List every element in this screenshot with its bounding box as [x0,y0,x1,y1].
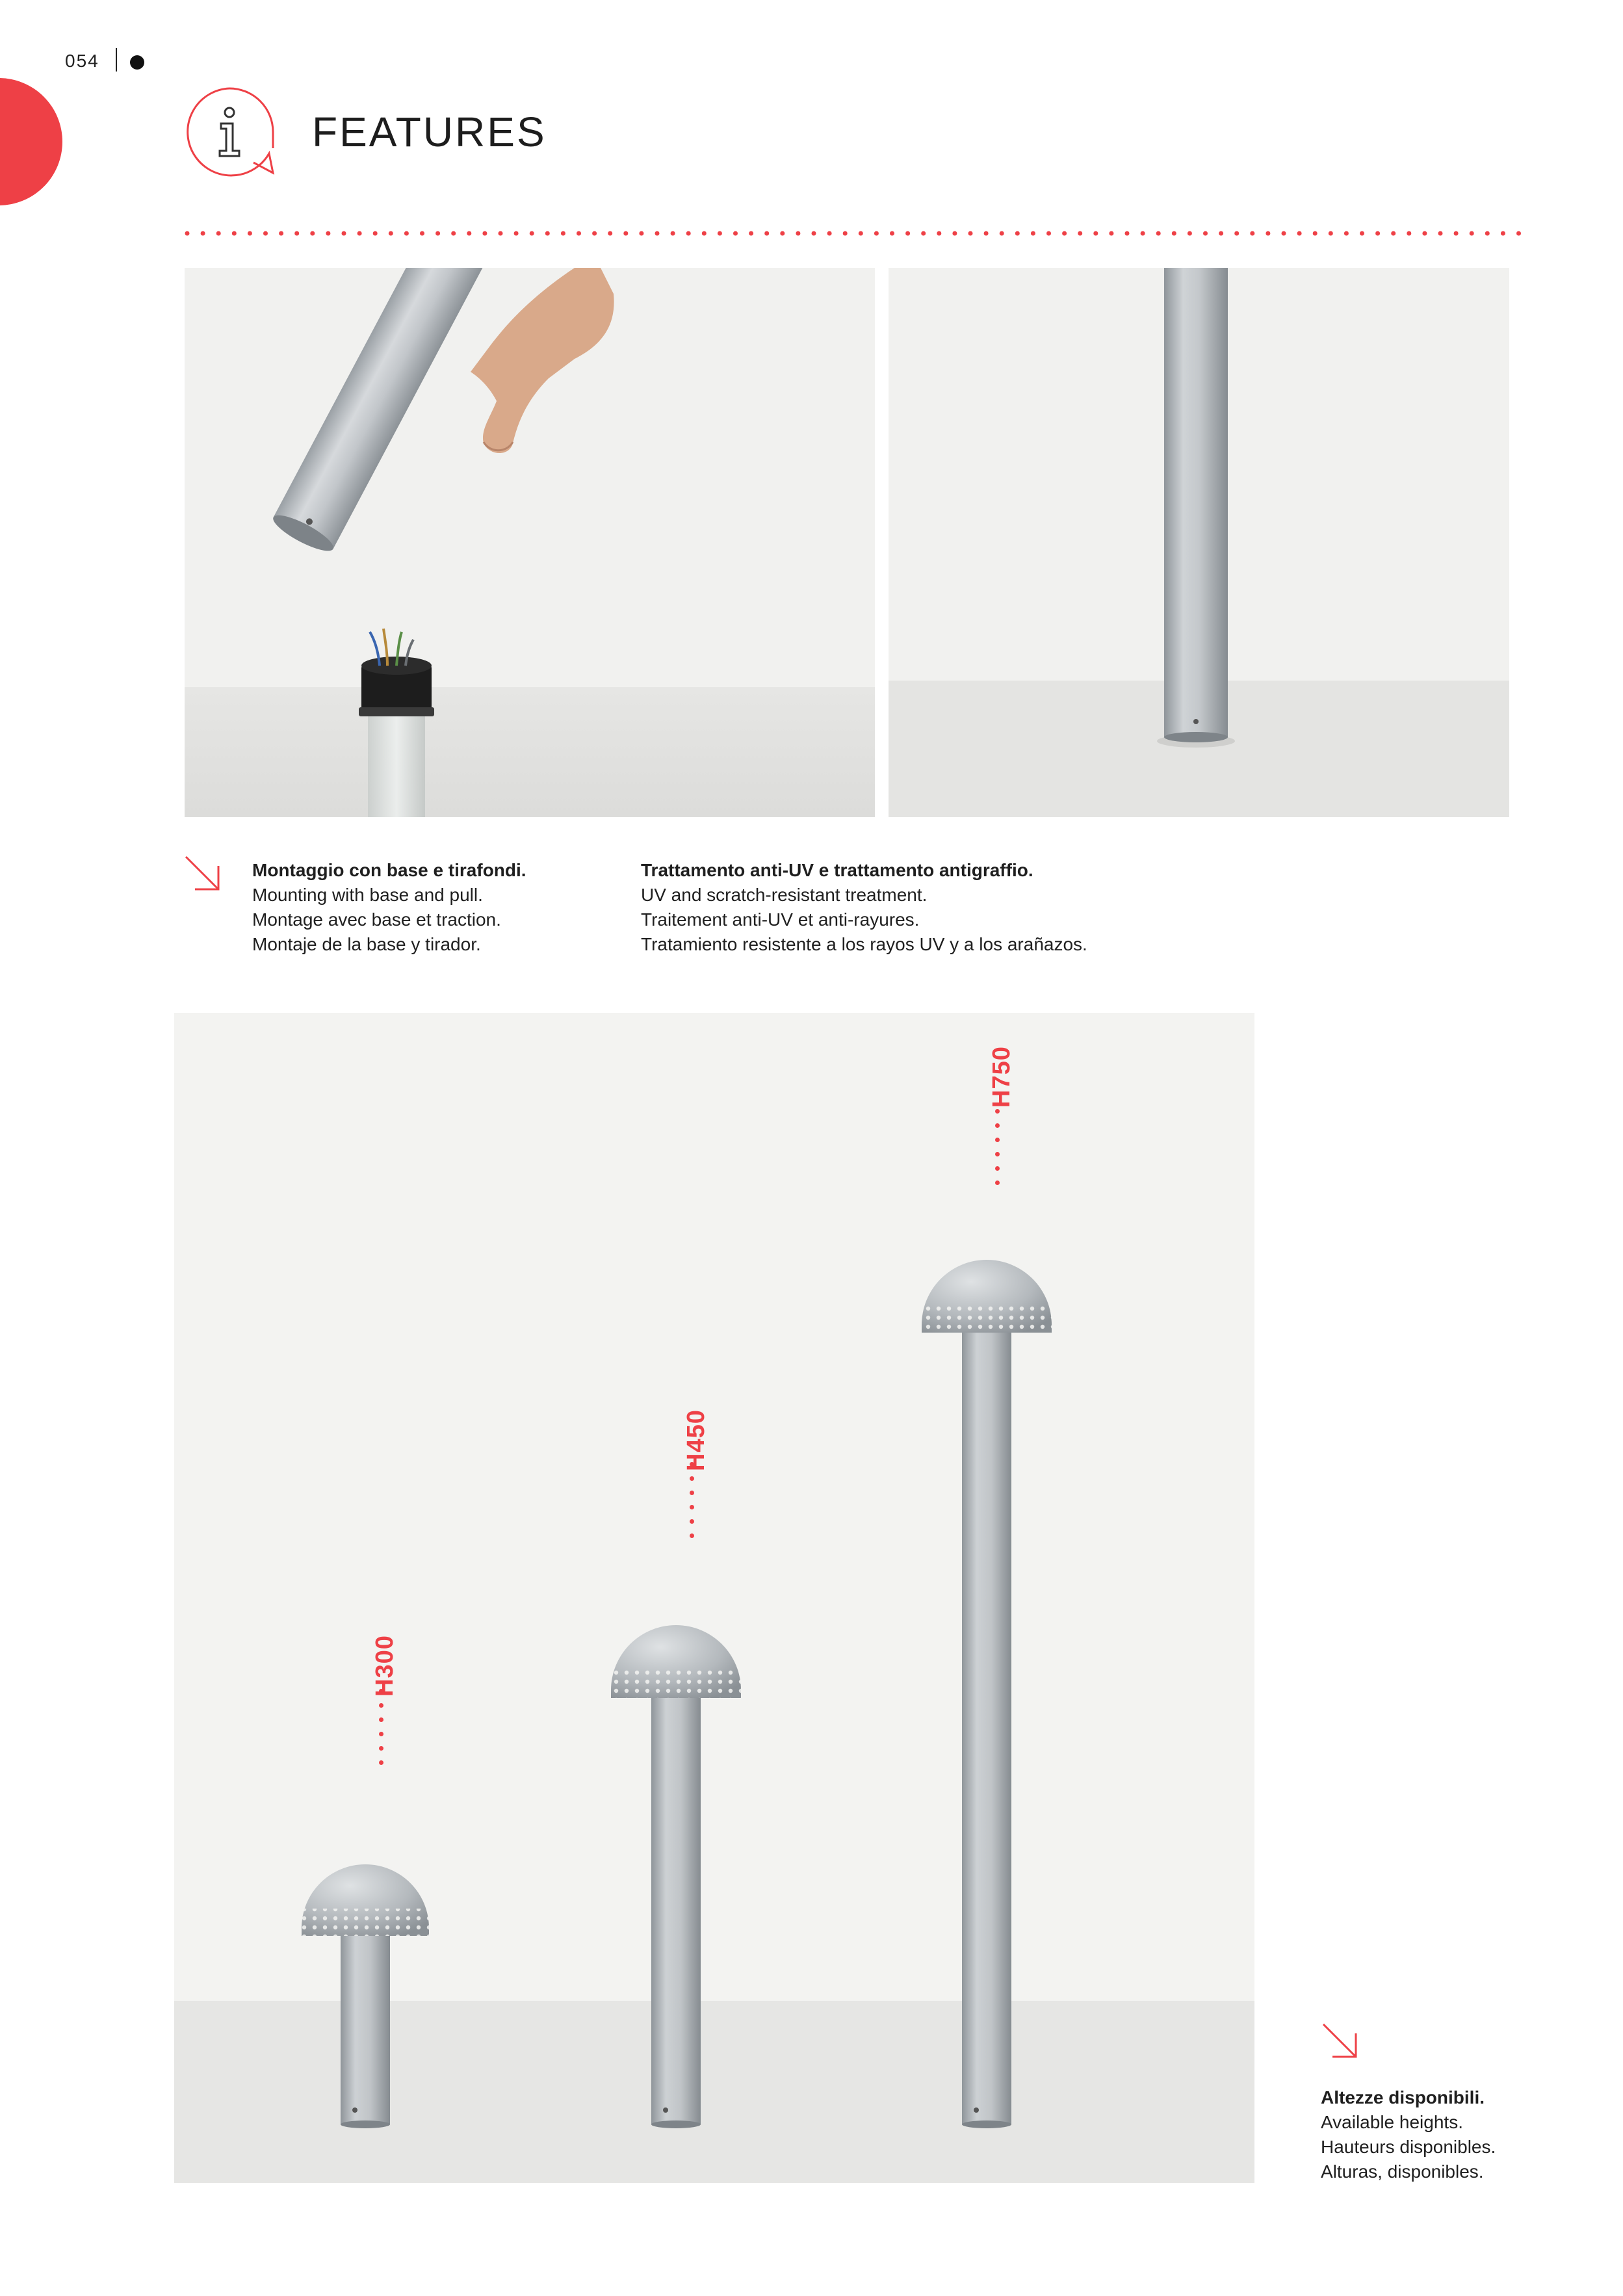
caption-spanish: Montaje de la base y tirador. [252,934,481,954]
height-dots-h750 [995,1109,1000,1185]
info-icon [181,83,278,181]
height-dots-h300 [379,1689,383,1765]
dotted-divider [185,229,1524,238]
height-dots-h450 [690,1462,694,1538]
arrow-down-right-icon [1319,2020,1361,2062]
caption-french: Traitement anti-UV et anti-rayures. [641,909,920,930]
caption-english: UV and scratch-resistant treatment. [641,885,928,905]
height-label-h300: H300 [371,1635,398,1697]
page-number: 054 [65,51,99,71]
height-label-h750: H750 [988,1046,1015,1108]
page-dot [130,55,144,70]
heights-caption [1321,2085,1496,2184]
arrow-down-right-icon [182,853,224,894]
caption-english: Mounting with base and pull. [252,885,483,905]
caption-english: Available heights. [1321,2112,1463,2132]
page-number-separator [116,48,117,72]
caption-french: Montage avec base et traction. [252,909,501,930]
caption-italian: Trattamento anti-UV e trattamento antigraffio. [641,860,1033,880]
red-tab-decoration [0,78,62,205]
caption-italian: Altezze disponibili. [1321,2087,1485,2107]
heights-photo [174,1013,1254,2183]
height-label-h450: H450 [682,1409,710,1471]
mounting-photo [185,268,875,817]
caption-french: Hauteurs disponibles. [1321,2137,1496,2157]
caption-spanish: Alturas, disponibles. [1321,2161,1484,2182]
caption-spanish: Tratamiento resistente a los rayos UV y a los arañazos. [641,934,1087,954]
caption-italian: Montaggio con base e tirafondi. [252,860,526,880]
page-title: FEATURES [312,109,547,155]
uv-treatment-photo [889,268,1509,817]
uv-caption [641,858,1087,957]
mounting-caption [252,858,526,957]
